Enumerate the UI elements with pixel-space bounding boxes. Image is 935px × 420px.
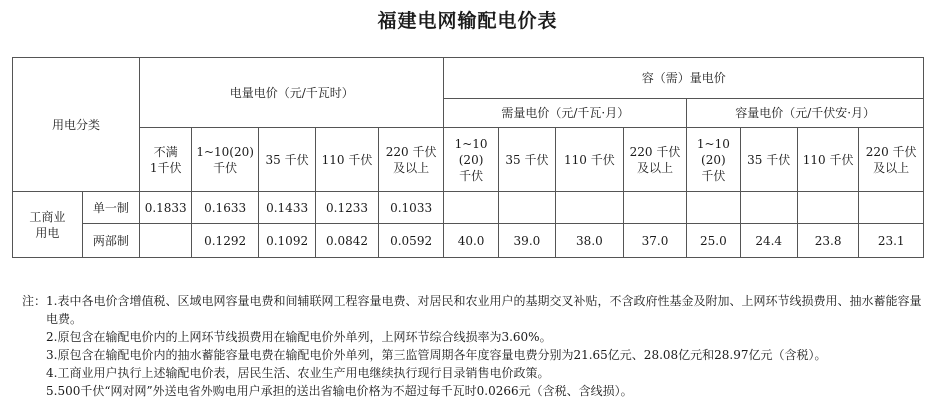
document-title: 福建电网输配电价表	[377, 10, 558, 32]
note-text: 5.500千伏“网对网”外送电省外购电用户承担的送出省输电价格为不超过每千瓦时0.0266元（含税、含线损）。	[46, 384, 633, 398]
capacity-price-cell: 25.0	[687, 224, 740, 258]
note-item	[22, 364, 927, 382]
capacity-group-header: 容（需）量电价	[444, 58, 924, 99]
energy-price-cell: 0.1292	[192, 224, 259, 258]
demand-price-header: 需量电价（元/千瓦·月）	[444, 99, 687, 128]
capacity-price-cell: 23.1	[859, 224, 924, 258]
capacity-level-header: 110 千伏	[797, 128, 858, 192]
demand-price-cell	[498, 192, 555, 224]
demand-level-header: 110 千伏	[556, 128, 624, 192]
energy-level-header: 35 千伏	[258, 128, 315, 192]
tariff-type-label: 单一制	[82, 192, 139, 224]
demand-price-cell	[444, 192, 498, 224]
capacity-price-cell: 24.4	[740, 224, 797, 258]
energy-level-header: 1~10(20) 千伏	[192, 128, 259, 192]
notes	[22, 292, 927, 400]
capacity-level-header: 220 千伏 及以上	[859, 128, 924, 192]
demand-level-header: 220 千伏 及以上	[623, 128, 687, 192]
note-item	[22, 292, 927, 328]
note-text: 1.表中各电价含增值税、区域电网容量电费和间辅联网工程容量电费、对居民和农业用户的基期交叉补贴，不含政府性基金及附加、上网环节线损费用、抽水蓄能容量电费。	[46, 294, 922, 326]
energy-price-cell: 0.1433	[258, 192, 315, 224]
energy-level-header: 220 千伏 及以上	[378, 128, 444, 192]
energy-price-cell: 0.1833	[140, 192, 192, 224]
capacity-price-cell	[740, 192, 797, 224]
capacity-price-cell	[687, 192, 740, 224]
capacity-price-cell: 23.8	[797, 224, 858, 258]
note-item	[22, 382, 927, 400]
note-text: 2.原包含在输配电价内的上网环节线损费用在输配电价外单列，上网环节综合线损率为3.60%。	[46, 330, 552, 344]
note-text: 3.原包含在输配电价内的抽水蓄能容量电费在输配电价外单列，第三监管周期各年度容量电费分别为21.65亿元、28.08亿元和28.97亿元（含税）。	[46, 348, 827, 362]
user-type-cell: 工商业 用电	[13, 192, 83, 258]
demand-level-header: 35 千伏	[498, 128, 555, 192]
capacity-price-cell	[859, 192, 924, 224]
note-item	[22, 346, 927, 364]
demand-price-cell: 37.0	[623, 224, 687, 258]
notes-prefix: 注：	[22, 294, 47, 308]
energy-price-cell: 0.1033	[378, 192, 444, 224]
capacity-level-header: 35 千伏	[740, 128, 797, 192]
energy-price-cell: 0.0592	[378, 224, 444, 258]
capacity-level-header: 1~10 (20) 千伏	[687, 128, 740, 192]
tariff-type-label: 两部制	[82, 224, 139, 258]
capacity-price-cell	[797, 192, 858, 224]
energy-price-cell: 0.1092	[258, 224, 315, 258]
energy-price-cell: 0.0842	[316, 224, 379, 258]
energy-price-header: 电量电价（元/千瓦时）	[140, 58, 444, 128]
energy-price-cell: 0.1633	[192, 192, 259, 224]
demand-price-cell	[556, 192, 624, 224]
tariff-table	[12, 57, 924, 258]
demand-price-cell: 39.0	[498, 224, 555, 258]
demand-level-header: 1~10 (20) 千伏	[444, 128, 498, 192]
category-header: 用电分类	[13, 58, 140, 192]
energy-price-cell	[140, 224, 192, 258]
energy-price-cell: 0.1233	[316, 192, 379, 224]
demand-price-cell	[623, 192, 687, 224]
energy-level-header: 不满 1千伏	[140, 128, 192, 192]
capacity-price-header: 容量电价（元/千伏安·月）	[687, 99, 924, 128]
note-item	[22, 328, 927, 346]
demand-price-cell: 40.0	[444, 224, 498, 258]
note-text: 4.工商业用户执行上述输配电价表，居民生活、农业生产用电继续执行现行目录销售电价政策。	[46, 366, 550, 380]
demand-price-cell: 38.0	[556, 224, 624, 258]
energy-level-header: 110 千伏	[316, 128, 379, 192]
